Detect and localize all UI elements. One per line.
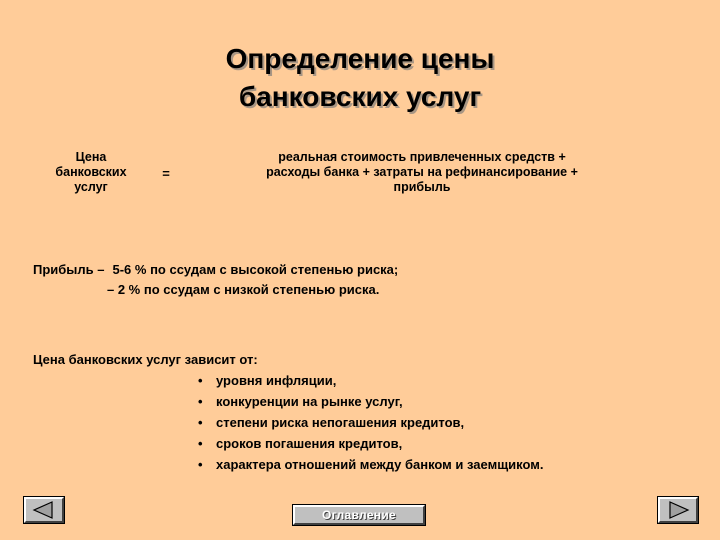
formula-left-line2: банковских <box>55 165 127 179</box>
triangle-right-icon <box>660 499 696 521</box>
depends-heading: Цена банковских услуг зависит от: <box>33 352 258 367</box>
formula-right-line1: реальная стоимость привлеченных средств + <box>278 150 566 164</box>
slide-title-line1: Определение цены <box>225 43 495 74</box>
bullet-icon: • <box>198 373 203 388</box>
profit-line-low-risk: – 2 % по ссудам с низкой степенью риска. <box>107 282 380 297</box>
previous-slide-button[interactable] <box>24 497 64 523</box>
list-item <box>196 436 544 457</box>
factor-text: сроков погашения кредитов, <box>216 436 403 451</box>
bullet-icon: • <box>198 457 203 472</box>
formula-right-term <box>200 150 644 195</box>
formula-left-term <box>30 150 152 195</box>
formula-left-line3: услуг <box>74 180 108 194</box>
bullet-icon: • <box>198 436 203 451</box>
formula-left-line1: Цена <box>75 150 107 164</box>
list-item <box>196 373 544 394</box>
list-item <box>196 415 544 436</box>
profit-label: Прибыль – <box>33 262 105 277</box>
bullet-icon: • <box>198 394 203 409</box>
bullet-icon: • <box>198 415 203 430</box>
factor-text: характера отношений между банком и заемщиком. <box>216 457 544 472</box>
formula-right-line3: прибыль <box>393 180 451 194</box>
slide-title <box>0 40 720 116</box>
list-item <box>196 457 544 478</box>
profit-high-risk-text: 5-6 % по ссудам с высокой степенью риска; <box>112 262 399 277</box>
factor-text: конкуренции на рынке услуг, <box>216 394 403 409</box>
profit-line-high-risk <box>33 262 398 278</box>
list-item <box>196 394 544 415</box>
triangle-left-icon <box>26 499 62 521</box>
next-slide-button[interactable] <box>658 497 698 523</box>
formula-right-line2: расходы банка + затраты на рефинансирование + <box>266 165 578 179</box>
formula-equals-sign: = <box>162 166 170 181</box>
factor-text: степени риска непогашения кредитов, <box>216 415 465 430</box>
factors-list <box>196 373 544 478</box>
table-of-contents-button[interactable]: Оглавление <box>293 505 425 525</box>
factor-text: уровня инфляции, <box>216 373 337 388</box>
slide-title-line2: банковских услуг <box>238 81 482 112</box>
